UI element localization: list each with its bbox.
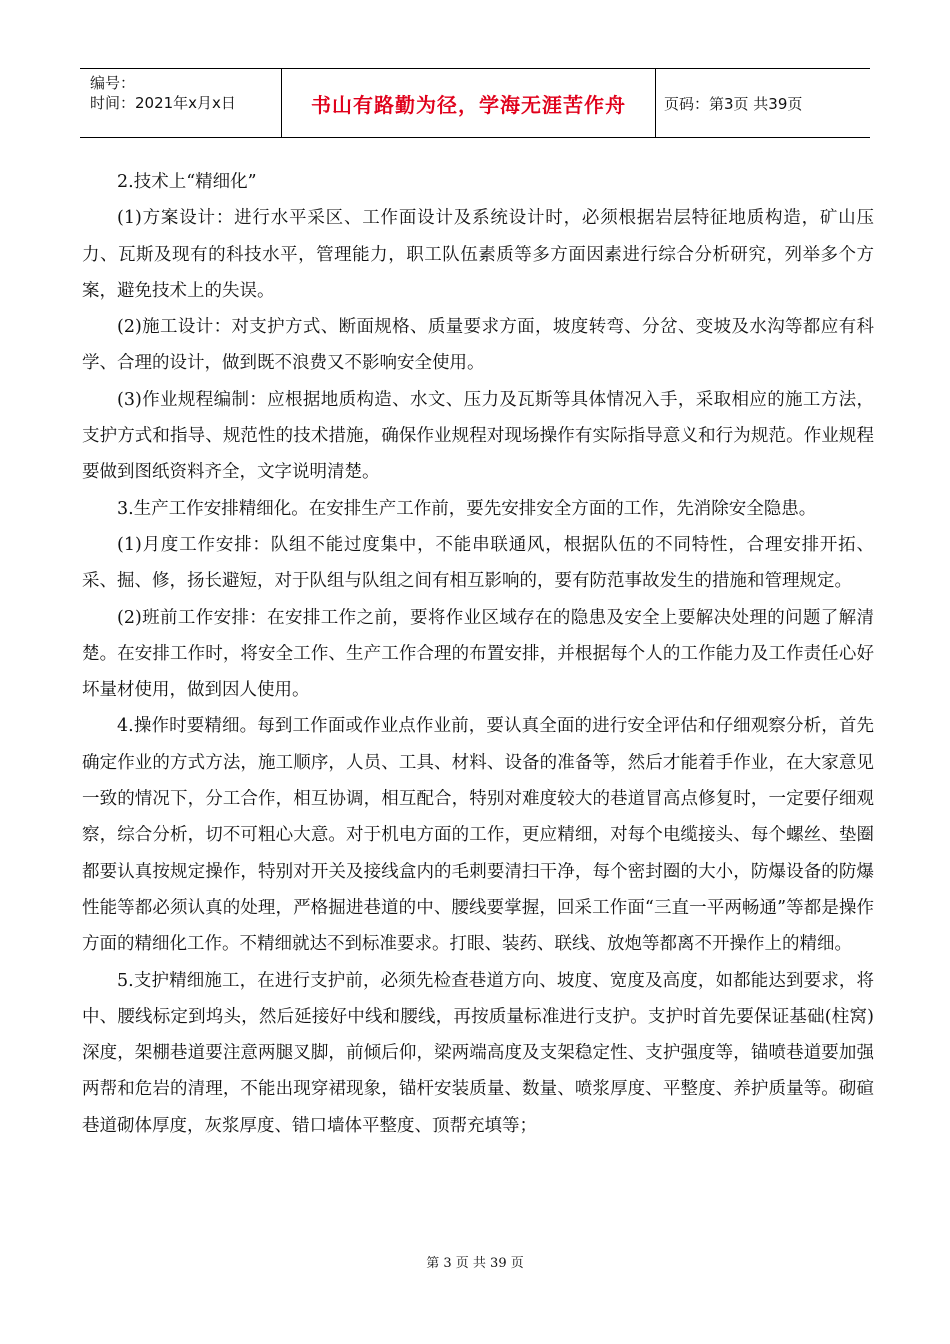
header-motto: 书山有路勤为径，学海无涯苦作舟: [282, 69, 656, 137]
header-meta: [80, 69, 282, 137]
paragraph: (1)方案设计：进行水平采区、工作面设计及系统设计时，必须根据岩层特征地质构造，矿山压力、瓦斯及现有的科技水平，管理能力，职工队伍素质等多方面因素进行综合分析研究，列举多个方案，避免技术上的失误。: [82, 208, 874, 301]
paragraph: (2)班前工作安排：在安排工作之前，要将作业区域存在的隐患及安全上要解决处理的问题了解清楚。在安排工作时，将安全工作、生产工作合理的布置安排，并根据每个人的工作能力及工作责任心好坏量材使用，做到因人使用。: [82, 607, 874, 701]
page-header: [80, 68, 870, 138]
paragraph: 2.技术上“精细化”: [117, 172, 257, 192]
paragraph: 3.生产工作安排精细化。在安排生产工作前，要先安排安全方面的工作，先消除安全隐患。: [117, 498, 817, 519]
header-page-info: 页码：第3页 共39页: [664, 94, 803, 113]
paragraph: 4.操作时要精细。每到工作面或作业点作业前，要认真全面的进行安全评估和仔细观察分析，首先确定作业的方式方法，施工顺序，人员、工具、材料、设备的准备等，然后才能着手作业，在大家意见一致的情况下，分工合作，相互协调，相互配合，特别对难度较大的巷道冒高点修复时，一定要仔细观察，综合分析，切不可粗心大意。对于机电方面的工作，更应精细，对每个电缆接头、每个螺丝、垫圈都要认真按规定操作，特别对开关及接线盒内的毛刺要清扫干净，每个密封圈的大小，防爆设备的防爆性能等都必须认真的处理，严格掘进巷道的中、腰线要掌握，回采工作面“三直一平两畅通”等都是操作方面的精细化工作。不精细就达不到标准要求。打眼、装药、联线、放炮等都离不开操作上的精细。: [82, 716, 874, 955]
document-number: 编号：: [90, 74, 136, 92]
document-date: 时间：2021年x月x日: [90, 94, 236, 112]
paragraph: (1)月度工作安排：队组不能过度集中，不能串联通风，根据队伍的不同特性，合理安排开拓、采、掘、修，扬长避短，对于队组与队组之间有相互影响的，要有防范事故发生的措施和管理规定。: [82, 534, 874, 592]
document-body: [82, 164, 874, 1144]
paragraph: 5.支护精细施工，在进行支护前，必须先检查巷道方向、坡度、宽度及高度，如都能达到要求，将中、腰线标定到坞头，然后延接好中线和腰线，再按质量标准进行支护。支护时首先要保证基础(柱窝)深度，架棚巷道要注意两腿叉脚，前倾后仰，梁两端高度及支架稳定性、支护强度等，锚喷巷道要加强两帮和危岩的清理，不能出现穿裙现象，锚杆安装质量、数量、喷浆厚度、平整度、养护质量等。砌碹巷道砌体厚度，灰浆厚度、错口墙体平整度、顶帮充填等；: [82, 970, 874, 1136]
paragraph: (2)施工设计：对支护方式、断面规格、质量要求方面，坡度转弯、分岔、变坡及水沟等都应有科学、合理的设计，做到既不浪费又不影响安全使用。: [82, 317, 874, 374]
paragraph: (3)作业规程编制：应根据地质构造、水文、压力及瓦斯等具体情况入手，采取相应的施工方法，支护方式和指导、规范性的技术措施，确保作业规程对现场操作有实际指导意义和行为规范。作业规程要做到图纸资料齐全，文字说明清楚。: [82, 389, 874, 483]
page-footer: 第 3 页 共 39 页: [426, 1256, 524, 1271]
